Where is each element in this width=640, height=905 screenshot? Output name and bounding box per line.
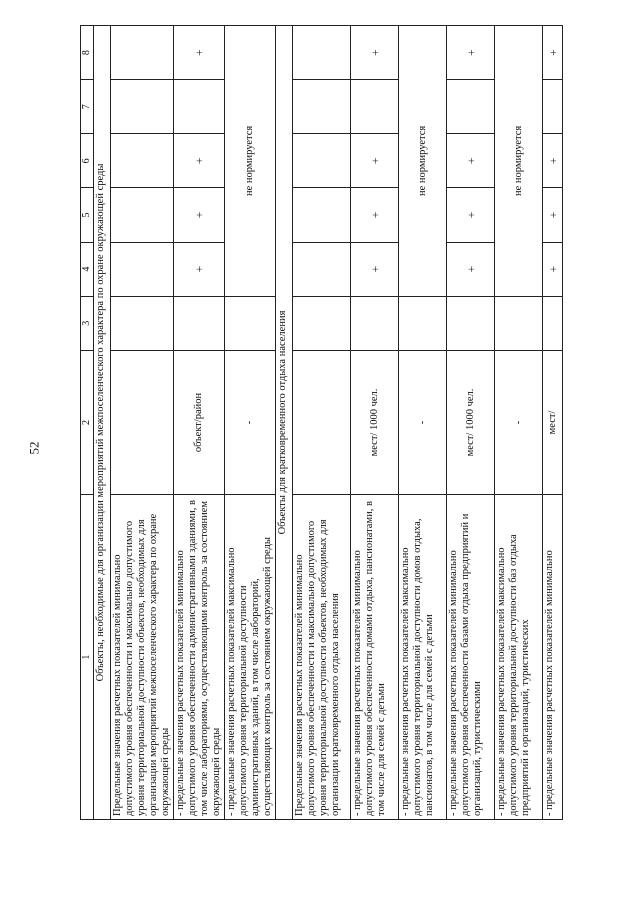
plus-mark: + bbox=[174, 26, 225, 80]
plus-mark: + bbox=[543, 242, 563, 296]
indicator-text: - предельные значения расчетных показателей максимально допустимого уровня территориальной доступности административных зданий, в том числе лабораторий, осуществляющих контроль за состоянием окружающей среды bbox=[225, 495, 276, 820]
value-cell bbox=[225, 296, 276, 350]
value-cell bbox=[399, 296, 447, 350]
value-cell bbox=[351, 80, 399, 134]
table-row bbox=[447, 26, 495, 820]
value-cell bbox=[293, 80, 351, 134]
header-cell: 8 bbox=[81, 26, 94, 80]
plus-mark: + bbox=[447, 188, 495, 242]
value-cell bbox=[293, 242, 351, 296]
table-row bbox=[174, 26, 225, 820]
indicator-text: - предельные значения расчетных показателей минимально допустимого уровня обеспеченности домами отдыха, пансионатами, в том числе для семей с детьми bbox=[351, 495, 399, 820]
value-cell bbox=[293, 134, 351, 188]
table-row bbox=[351, 26, 399, 820]
section-title: Объекты для кратковременного отдыха населения bbox=[276, 26, 293, 820]
unit-cell: мест/ bbox=[543, 350, 563, 494]
plus-mark: + bbox=[174, 188, 225, 242]
plus-mark: + bbox=[447, 26, 495, 80]
value-cell bbox=[174, 80, 225, 134]
plus-mark: + bbox=[174, 242, 225, 296]
plus-mark: + bbox=[543, 26, 563, 80]
rotated-table-container bbox=[80, 25, 563, 820]
section-row bbox=[94, 26, 111, 820]
section-title: Объекты, необходимые для организации мероприятий межпоселенческого характера по охране окружающей среды bbox=[94, 26, 111, 820]
header-cell: 4 bbox=[81, 242, 94, 296]
indicator-text: - предельные значения расчетных показателей минимально допустимого уровня обеспеченности административными зданиями, в том числе лабораториями, осуществляющими контроль за состоянием окружающей среды bbox=[174, 495, 225, 820]
plus-mark: + bbox=[351, 134, 399, 188]
value-cell bbox=[543, 80, 563, 134]
indicator-text: Предельные значения расчетных показателей минимально допустимого уровня обеспеченности и максимально допустимого уровня территориальной доступности объектов, необходимых для организации кратковременного отдыха населения bbox=[293, 495, 351, 820]
header-cell: 7 bbox=[81, 80, 94, 134]
plus-mark: + bbox=[543, 188, 563, 242]
header-cell: 3 bbox=[81, 296, 94, 350]
plus-mark: + bbox=[447, 242, 495, 296]
unit-cell bbox=[111, 350, 174, 494]
value-cell bbox=[111, 80, 174, 134]
table-row bbox=[293, 26, 351, 820]
table-row bbox=[111, 26, 174, 820]
unit-cell: мест/ 1000 чел. bbox=[351, 350, 399, 494]
not-normed-note: не нормируется bbox=[495, 26, 543, 297]
not-normed-note: не нормируется bbox=[225, 26, 276, 297]
value-cell bbox=[293, 188, 351, 242]
value-cell bbox=[351, 296, 399, 350]
indicator-text: - предельные значения расчетных показателей минимально bbox=[543, 495, 563, 820]
value-cell bbox=[111, 188, 174, 242]
plus-mark: + bbox=[174, 134, 225, 188]
header-cell: 1 bbox=[81, 495, 94, 820]
value-cell bbox=[495, 296, 543, 350]
unit-cell: - bbox=[399, 350, 447, 494]
not-normed-note: не нормируется bbox=[399, 26, 447, 297]
indicator-text: Предельные значения расчетных показателей минимально допустимого уровня обеспеченности и максимально допустимого уровня территориальной доступности объектов, необходимых для организации мероприятий межпоселенческого характера по охране окружающей среды bbox=[111, 495, 174, 820]
plus-mark: + bbox=[351, 26, 399, 80]
table-body bbox=[81, 26, 563, 820]
value-cell bbox=[293, 296, 351, 350]
value-cell bbox=[111, 26, 174, 80]
page-number: 52 bbox=[26, 441, 42, 455]
plus-mark: + bbox=[543, 134, 563, 188]
header-cell: 5 bbox=[81, 188, 94, 242]
plus-mark: + bbox=[351, 188, 399, 242]
table-row bbox=[543, 26, 563, 820]
value-cell bbox=[447, 80, 495, 134]
plus-mark: + bbox=[447, 134, 495, 188]
unit-cell: мест/ 1000 чел. bbox=[447, 350, 495, 494]
header-cell: 6 bbox=[81, 134, 94, 188]
table-row bbox=[495, 26, 543, 820]
header-row bbox=[81, 26, 94, 820]
plus-mark: + bbox=[351, 242, 399, 296]
unit-cell: - bbox=[495, 350, 543, 494]
section-row bbox=[276, 26, 293, 820]
value-cell bbox=[447, 296, 495, 350]
unit-cell: - bbox=[225, 350, 276, 494]
indicator-text: - предельные значения расчетных показателей минимально допустимого уровня обеспеченности базами отдыха предприятий и организаций, туристическими bbox=[447, 495, 495, 820]
unit-cell: объект/район bbox=[174, 350, 225, 494]
value-cell bbox=[111, 296, 174, 350]
value-cell bbox=[111, 134, 174, 188]
table-row bbox=[399, 26, 447, 820]
unit-cell bbox=[293, 350, 351, 494]
norms-table bbox=[80, 25, 563, 820]
value-cell bbox=[293, 26, 351, 80]
indicator-text: - предельные значения расчетных показателей максимально допустимого уровня территориальной доступности домов отдыха, пансионатов, в том числе для семей с детьми bbox=[399, 495, 447, 820]
header-cell: 2 bbox=[81, 350, 94, 494]
value-cell bbox=[111, 242, 174, 296]
value-cell bbox=[174, 296, 225, 350]
value-cell bbox=[543, 296, 563, 350]
indicator-text: - предельные значения расчетных показателей максимально допустимого уровня территориальной доступности баз отдыха предприятий и организаций, туристических bbox=[495, 495, 543, 820]
table-row bbox=[225, 26, 276, 820]
